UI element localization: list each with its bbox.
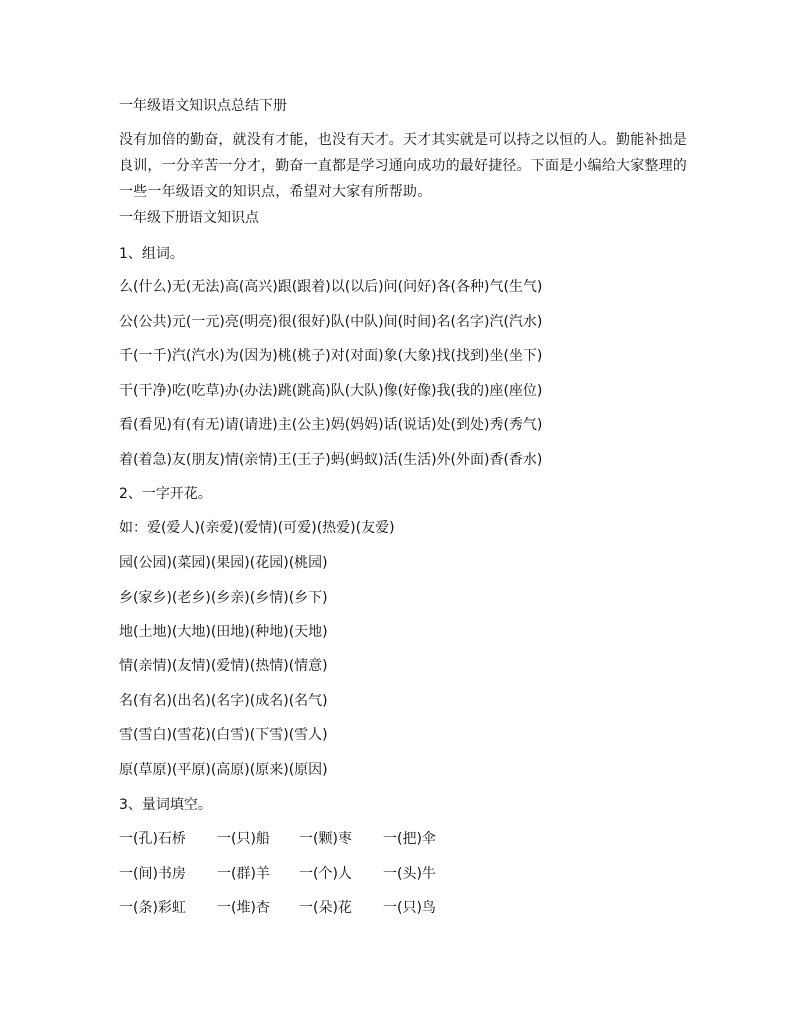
- measure-word-item: 一(个)人: [299, 866, 352, 882]
- word-group-line: 着(着急)友(朋友)情(亲情)王(王子)蚂(蚂蚁)活(生活)外(外面)香(香水): [119, 452, 543, 468]
- measure-word-item: 一(间)书房: [119, 866, 186, 882]
- section-2-heading: 2、一字开花。: [119, 486, 212, 502]
- section-title: 一年级下册语文知识点: [119, 210, 259, 226]
- word-group-line: 看(看见)有(有无)请(请进)主(公主)妈(妈妈)话(说话)处(到处)秀(秀气): [119, 417, 543, 433]
- measure-word-item: 一(朵)花: [299, 900, 352, 916]
- measure-word-item: 一(把)伞: [383, 831, 436, 847]
- section-1-heading: 1、组词。: [119, 246, 184, 262]
- word-bloom-line: 原(草原)(平原)(高原)(原来)(原因): [119, 762, 328, 778]
- word-bloom-line: 乡(家乡)(老乡)(乡亲)(乡情)(乡下): [119, 590, 328, 606]
- measure-word-item: 一(条)彩虹: [119, 900, 186, 916]
- word-bloom-line: 名(有名)(出名)(名字)(成名)(名气): [119, 693, 328, 709]
- word-group-line: 公(公共)元(一元)亮(明亮)很(很好)队(中队)间(时间)名(名字)汽(汽水): [119, 314, 543, 330]
- word-bloom-line: 园(公园)(菜园)(果园)(花园)(桃园): [119, 555, 328, 571]
- word-group-line: 千(一千)汽(汽水)为(因为)桃(桃子)对(对面)象(大象)找(找到)坐(坐下): [119, 348, 543, 364]
- word-group-line: 么(什么)无(无法)高(高兴)跟(跟着)以(以后)问(问好)各(各种)气(生气): [119, 279, 543, 295]
- measure-word-item: 一(只)鸟: [383, 900, 436, 916]
- document-title: 一年级语文知识点总结下册: [119, 98, 287, 114]
- measure-word-item: 一(只)船: [217, 831, 270, 847]
- section-3-heading: 3、量词填空。: [119, 797, 212, 813]
- measure-word-item: 一(堆)杏: [217, 900, 270, 916]
- word-bloom-line: 如：爱(爱人)(亲爱)(爱情)(可爱)(热爱)(友爱): [119, 520, 395, 536]
- measure-word-item: 一(群)羊: [217, 866, 270, 882]
- measure-word-item: 一(颗)枣: [299, 831, 352, 847]
- word-bloom-line: 雪(雪白)(雪花)(白雪)(下雪)(雪人): [119, 727, 328, 743]
- word-bloom-line: 地(土地)(大地)(田地)(种地)(天地): [119, 624, 328, 640]
- word-group-line: 干(干净)吃(吃草)办(办法)跳(跳高)队(大队)像(好像)我(我的)座(座位): [119, 383, 543, 399]
- word-bloom-line: 情(亲情)(友情)(爱情)(热情)(情意): [119, 658, 328, 674]
- measure-word-item: 一(孔)石桥: [119, 831, 186, 847]
- intro-paragraph: 没有加倍的勤奋，就没有才能，也没有天才。天才其实就是可以持之以恒的人。勤能补拙是良训，一分辛苦一分才，勤奋一直都是学习通向成功的最好捷径。下面是小编给大家整理的一些一年级语文的知识点，希望对大家有所帮助。: [119, 132, 687, 200]
- measure-word-item: 一(头)牛: [383, 866, 436, 882]
